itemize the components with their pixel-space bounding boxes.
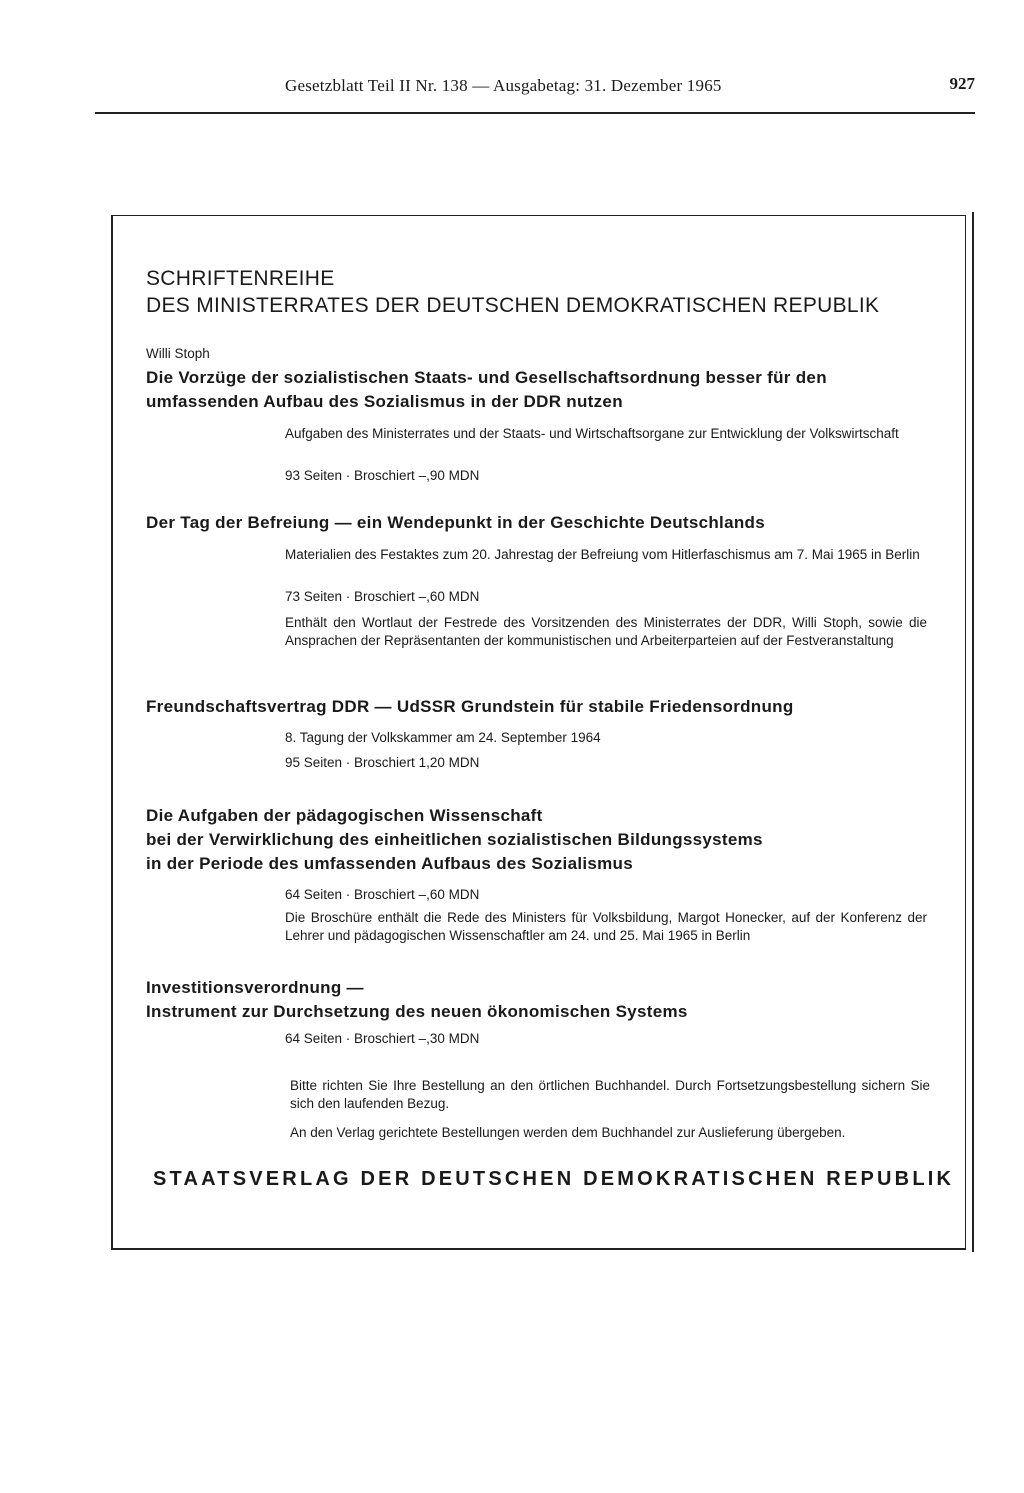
header-title: Gesetzblatt Teil II Nr. 138 — Ausgabetag: 31. Dezember 1965 [285, 76, 722, 95]
entry-title-line: Die Aufgaben der pädagogischen Wissenschaft [146, 806, 543, 825]
entry-price: 95 Seiten · Broschiert 1,20 MDN [285, 755, 480, 770]
entry-title-line: Instrument zur Durchsetzung des neuen ökonomischen Systems [146, 1002, 688, 1021]
series-title-line: SCHRIFTENREIHE [146, 267, 335, 290]
series-title [146, 265, 879, 319]
entry-title [146, 976, 688, 1024]
ordering-note: Bitte richten Sie Ihre Bestellung an den örtlichen Buchhandel. Durch Fortsetzungsbestellung sichern Sie sich den laufenden Bezug. [290, 1078, 930, 1111]
entry-note: Enthält den Wortlaut der Festrede des Vorsitzenden des Ministerrates der DDR, Willi Stoph, sowie die Ansprachen der Repräsentanten der kommunistischen und Arbeiterparteien auf der Festveranstaltung [285, 615, 927, 648]
entry-subtitle: Materialien des Festaktes zum 20. Jahrestag der Befreiung vom Hitlerfaschismus am 7. Mai 1965 in Berlin [285, 547, 920, 562]
entry-subtitle: 8. Tagung der Volkskammer am 24. September 1964 [285, 730, 601, 745]
entry-title-line: in der Periode des umfassenden Aufbaus des Sozialismus [146, 854, 633, 873]
entry-title-line: Freundschaftsvertrag DDR — UdSSR Grundstein für stabile Friedensordnung [146, 697, 794, 716]
entry-title [146, 695, 794, 719]
entry-price: 64 Seiten · Broschiert –,30 MDN [285, 1031, 480, 1046]
entry-title-line: bei der Verwirklichung des einheitlichen sozialistischen Bildungssystems [146, 830, 763, 849]
entry-note: Die Broschüre enthält die Rede des Ministers für Volksbildung, Margot Honecker, auf der Konferenz der Lehrer und pädagogischen Wissenschaftler am 24. und 25. Mai 1965 in Berlin [285, 910, 927, 943]
entry-title-line: umfassenden Aufbau des Sozialismus in der DDR nutzen [146, 392, 623, 411]
entry-author: Willi Stoph [146, 346, 210, 361]
entry-title-line: Der Tag der Befreiung — ein Wendepunkt in der Geschichte Deutschlands [146, 513, 765, 532]
entry-price: 93 Seiten · Broschiert –,90 MDN [285, 468, 480, 483]
entry-subtitle: Aufgaben des Ministerrates und der Staats- und Wirtschaftsorgane zur Entwicklung der Volkswirtschaft [285, 426, 899, 441]
publisher-name: STAATSVERLAG DER DEUTSCHEN DEMOKRATISCHEN REPUBLIK [153, 1168, 955, 1190]
page-number: 927 [949, 74, 975, 93]
entry-title-line: Investitionsverordnung — [146, 978, 364, 997]
ordering-note: An den Verlag gerichtete Bestellungen werden dem Buchhandel zur Auslieferung übergeben. [290, 1125, 846, 1140]
page-header [95, 62, 975, 114]
series-title-line: DES MINISTERRATES DER DEUTSCHEN DEMOKRATISCHEN REPUBLIK [146, 294, 880, 317]
entry-title-line: Die Vorzüge der sozialistischen Staats- und Gesellschaftsordnung besser für den [146, 368, 827, 387]
entry-title [146, 511, 765, 535]
entry-title [146, 366, 827, 414]
entry-title [146, 804, 763, 876]
entry-price: 64 Seiten · Broschiert –,60 MDN [285, 887, 480, 902]
frame-line [972, 212, 974, 1252]
entry-price: 73 Seiten · Broschiert –,60 MDN [285, 589, 480, 604]
